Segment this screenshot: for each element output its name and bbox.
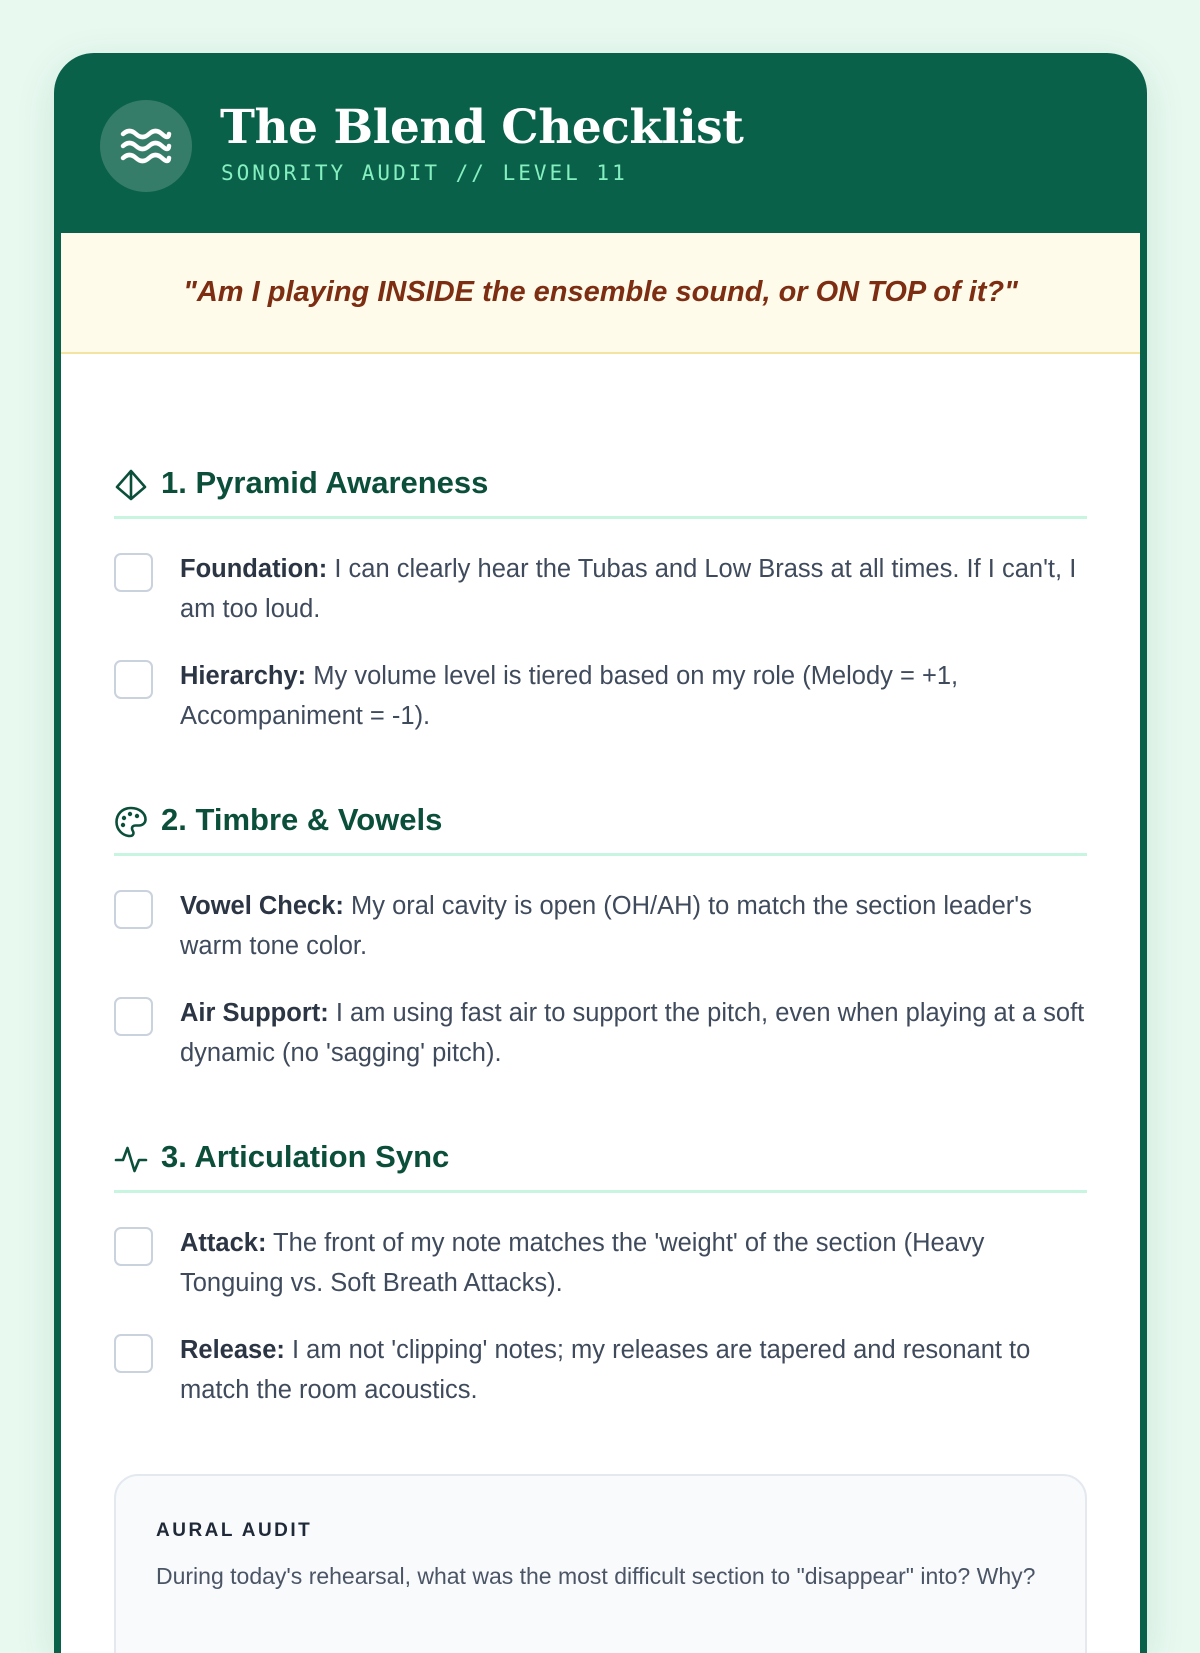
section-title: 2. Timbre & Vowels [161, 802, 443, 837]
item-text [180, 656, 1085, 736]
page-title: The Blend Checklist [220, 100, 744, 155]
checkbox[interactable] [114, 1227, 153, 1266]
section-title: 1. Pyramid Awareness [161, 465, 489, 500]
section-title: 3. Articulation Sync [161, 1139, 450, 1174]
item-text [180, 1330, 1085, 1410]
item-label: Vowel Check: [180, 892, 344, 920]
item-description: I am not 'clipping' notes; my releases are tapered and resonant to match the room acoustics. [180, 1336, 1031, 1404]
item-text [180, 1223, 1085, 1303]
checkbox[interactable] [114, 997, 153, 1036]
item-label: Foundation: [180, 555, 328, 583]
item-description: The front of my note matches the 'weight' of the section (Heavy Tonguing vs. Soft Breath Attacks). [180, 1229, 985, 1297]
item-label: Air Support: [180, 999, 329, 1027]
item-text [180, 993, 1085, 1073]
section-header [114, 794, 1087, 856]
item-description: I can clearly hear the Tubas and Low Brass at all times. If I can't, I am too loud. [180, 555, 1077, 623]
checkbox[interactable] [114, 890, 153, 929]
section-header [114, 457, 1087, 519]
activity-icon [114, 1142, 148, 1176]
pyramid-icon [114, 468, 148, 502]
aural-audit-box [114, 1474, 1087, 1653]
item-label: Release: [180, 1336, 285, 1364]
waves-icon [120, 126, 172, 166]
item-description: My volume level is tiered based on my role (Melody = +1, Accompaniment = -1). [180, 662, 959, 730]
checklist-card [54, 53, 1147, 1653]
section-timbre-vowels [114, 794, 1087, 1067]
guiding-question: "Am I playing INSIDE the ensemble sound, or ON TOP of it?" [183, 276, 1018, 308]
guiding-question-banner [61, 233, 1140, 354]
checkbox[interactable] [114, 553, 153, 592]
section-pyramid-awareness [114, 457, 1087, 730]
card-body [61, 233, 1140, 1653]
section-articulation-sync [114, 1131, 1087, 1404]
item-text [180, 886, 1085, 966]
item-description: My oral cavity is open (OH/AH) to match the section leader's warm tone color. [180, 892, 1032, 960]
section-header [114, 1131, 1087, 1193]
card-header [54, 53, 1147, 233]
logo-badge [100, 100, 192, 192]
checkbox[interactable] [114, 660, 153, 699]
item-label: Attack: [180, 1229, 267, 1257]
audit-question: During today's rehearsal, what was the most difficult section to "disappear" into? Why? [156, 1563, 1036, 1589]
audit-label: AURAL AUDIT [156, 1520, 313, 1541]
item-label: Hierarchy: [180, 662, 307, 690]
item-text [180, 549, 1085, 629]
checkbox[interactable] [114, 1334, 153, 1373]
palette-icon [114, 805, 148, 839]
item-description: I am using fast air to support the pitch, even when playing at a soft dynamic (no 'sagging' pitch). [180, 999, 1085, 1067]
page-subtitle: SONORITY AUDIT // LEVEL 11 [221, 161, 628, 185]
